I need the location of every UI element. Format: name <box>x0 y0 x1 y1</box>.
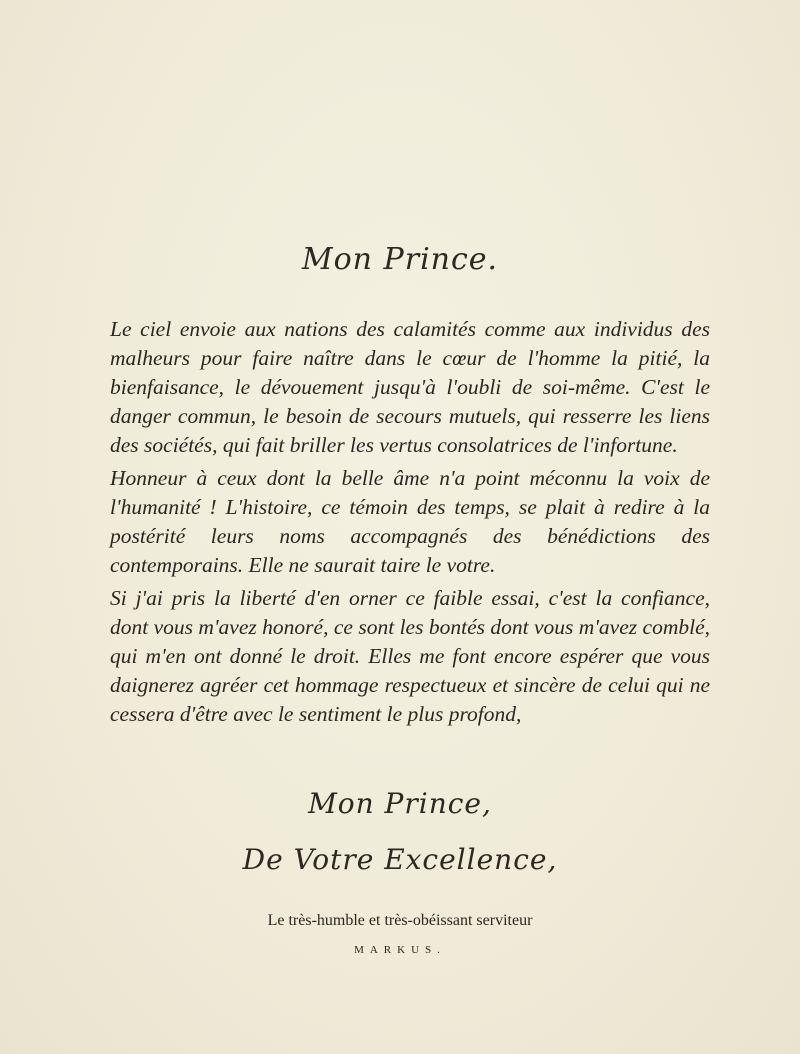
letter-body <box>110 315 710 733</box>
salutation: Mon Prince. <box>301 242 499 277</box>
closing-mon-prince: Mon Prince, <box>308 787 492 820</box>
paragraph-2: Honneur à ceux dont la belle âme n'a point méconnu la voix de l'humanité ! L'histoire, ce témoin des temps, se plait à redire à la postérité leurs noms accompagnés des bénédictions des contemporains. Elle ne saurait taire le votre. <box>110 466 710 577</box>
signature: MARKUS. <box>354 944 446 956</box>
paragraph-1: Le ciel envoie aux nations des calamités comme aux individus des malheurs pour faire naître dans le cœur de l'homme la pitié, la bienfaisance, le dévouement jusqu'à l'oubli de soi-même. C'est le danger commun, le besoin de secours mutuels, qui resserre les liens des sociétés, qui fait briller les vertus consolatrices de l'infortune. <box>110 317 710 457</box>
paragraph-3: Si j'ai pris la liberté d'en orner ce faible essai, c'est la confiance, dont vous m'avez honoré, ce sont les bontés dont vous m'avez comblé, qui m'en ont donné le droit. Elles me font encore espérer que vous daignerez agréer cet hommage respectueux et sincère de celui qui ne cessera d'être avec le sentiment le plus profond, <box>110 586 710 726</box>
closing-votre-excellence: De Votre Excellence, <box>242 843 558 876</box>
servant-line: Le très-humble et très-obéissant serviteur <box>267 912 533 929</box>
